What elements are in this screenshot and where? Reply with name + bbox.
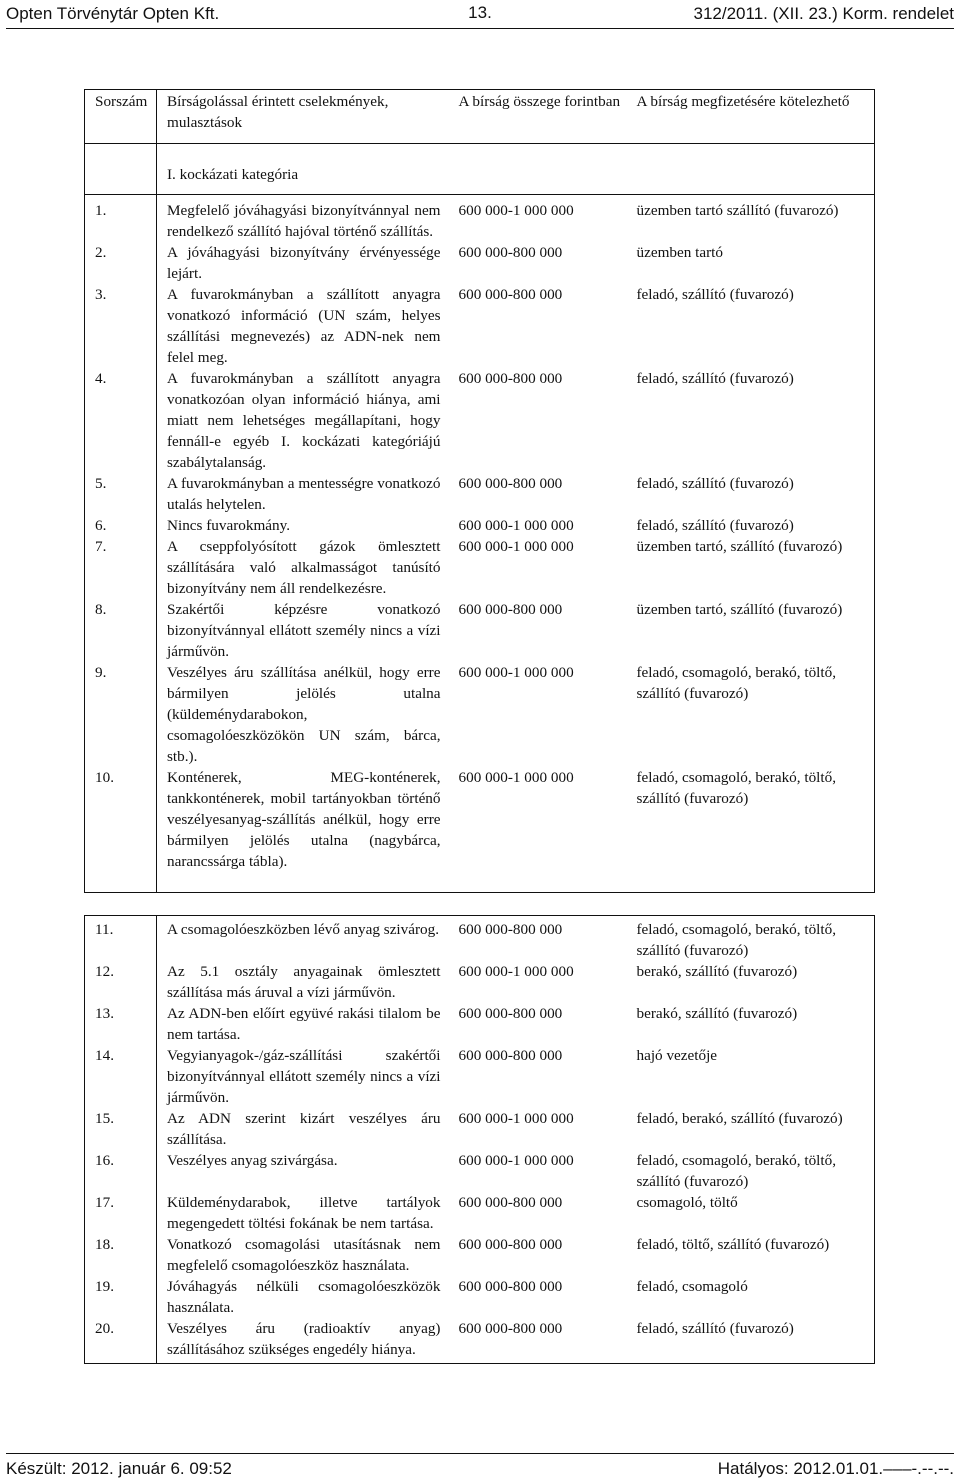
row-amount: 600 000-1 000 000 bbox=[458, 1110, 574, 1127]
row-liable: feladó, szállító (fuvarozó) bbox=[636, 370, 794, 387]
row-amount: 600 000-800 000 bbox=[458, 244, 563, 261]
row-description: Nincs fuvarokmány. bbox=[167, 517, 291, 534]
page-footer bbox=[6, 1453, 954, 1484]
row-description: Veszélyes anyag szivárgása. bbox=[167, 1152, 338, 1169]
row-amount: 600 000-1 000 000 bbox=[458, 769, 574, 786]
page-number: 13. bbox=[468, 3, 492, 22]
row-number: 12. bbox=[85, 961, 157, 1003]
row-liable: feladó, berakó, szállító (fuvarozó) bbox=[636, 1110, 843, 1127]
row-description: Küldeménydarabok, illetve tartályok megengedett töltési fokának be nem tartása. bbox=[167, 1194, 441, 1232]
row-number: 11. bbox=[85, 916, 157, 962]
row-liable: feladó, töltő, szállító (fuvarozó) bbox=[636, 1236, 830, 1253]
row-amount: 600 000-800 000 bbox=[458, 475, 563, 492]
row-description: Vonatkozó csomagolási utasításnak nem megfelelő csomagolóeszköz használata. bbox=[167, 1236, 441, 1274]
effective-date: Hatályos: 2012.01.01.–––-.--.--. bbox=[717, 1459, 954, 1478]
column-header-description: Bírságolással érintett cselekmények, mulasztások bbox=[157, 90, 445, 144]
row-description: Szakértői képzésre vonatkozó bizonyítvánnyal ellátott személy nincs a vízi járművön. bbox=[167, 601, 441, 660]
row-liable: csomagoló, töltő bbox=[636, 1194, 738, 1211]
row-number: 4. bbox=[85, 368, 157, 473]
column-header-liable: A bírság megfizetésére kötelezhető bbox=[625, 90, 875, 144]
row-description: Konténerek, MEG-konténerek, tankkonténerek, mobil tartányokban történő veszélyesanyag-szállítás anélkül, hogy erre bármilyen jelölés utalna (nagybárca, narancssárga tábla). bbox=[167, 769, 441, 870]
fines-table-part-2 bbox=[84, 915, 875, 1364]
row-amount: 600 000-800 000 bbox=[458, 1047, 563, 1064]
row-amount: 600 000-800 000 bbox=[458, 286, 563, 303]
row-number: 8. bbox=[85, 599, 157, 662]
row-amount: 600 000-800 000 bbox=[458, 1194, 563, 1211]
row-amount: 600 000-800 000 bbox=[458, 1236, 563, 1253]
row-description: Veszélyes áru (radioaktív anyag) szállításához szükséges engedély hiánya. bbox=[167, 1320, 441, 1358]
row-amount: 600 000-800 000 bbox=[458, 1320, 563, 1337]
category-label: I. kockázati kategória bbox=[157, 144, 875, 195]
row-number: 9. bbox=[85, 662, 157, 767]
row-number: 5. bbox=[85, 473, 157, 515]
row-description: A fuvarokmányban a szállított anyagra vonatkozóan olyan információ hiánya, ami miatt nem lehetséges megállapítani, hogy fennáll-e egyéb I. kockázati kategóriájú szabálytalanság. bbox=[167, 370, 441, 471]
column-header-amount: A bírság összege forintban bbox=[445, 90, 625, 144]
row-number: 17. bbox=[85, 1192, 157, 1234]
row-amount: 600 000-1 000 000 bbox=[458, 517, 574, 534]
table-row bbox=[85, 1192, 875, 1234]
row-liable: feladó, csomagoló, berakó, töltő, szállító (fuvarozó) bbox=[636, 921, 836, 959]
row-amount: 600 000-800 000 bbox=[458, 370, 563, 387]
row-liable: feladó, csomagoló, berakó, töltő, szállító (fuvarozó) bbox=[636, 769, 836, 807]
row-amount: 600 000-800 000 bbox=[458, 921, 563, 938]
row-amount: 600 000-1 000 000 bbox=[458, 963, 574, 980]
row-number: 18. bbox=[85, 1234, 157, 1276]
row-description: A jóváhagyási bizonyítvány érvényessége lejárt. bbox=[167, 244, 441, 282]
table-row bbox=[85, 1003, 875, 1045]
table-row bbox=[85, 284, 875, 368]
table-row bbox=[85, 916, 875, 962]
row-description: Az 5.1 osztály anyagainak ömlesztett szállítása más áruval a vízi járművön. bbox=[167, 963, 441, 1001]
table-row bbox=[85, 368, 875, 473]
row-description: Az ADN szerint kizárt veszélyes áru szállítása. bbox=[167, 1110, 441, 1148]
row-liable: feladó, szállító (fuvarozó) bbox=[636, 1320, 794, 1337]
table-row bbox=[85, 1276, 875, 1318]
category-row bbox=[85, 144, 875, 195]
row-liable: feladó, csomagoló, berakó, töltő, szállító (fuvarozó) bbox=[636, 664, 836, 702]
table-row bbox=[85, 1045, 875, 1108]
publisher-name: Opten Törvénytár Opten Kft. bbox=[6, 4, 220, 23]
row-liable: feladó, csomagoló bbox=[636, 1278, 748, 1295]
row-number: 20. bbox=[85, 1318, 157, 1364]
row-amount: 600 000-800 000 bbox=[458, 1005, 563, 1022]
row-amount: 600 000-800 000 bbox=[458, 1278, 563, 1295]
row-description: A fuvarokmányban a mentességre vonatkozó utalás helytelen. bbox=[167, 475, 441, 513]
row-liable: feladó, szállító (fuvarozó) bbox=[636, 517, 794, 534]
row-amount: 600 000-1 000 000 bbox=[458, 538, 574, 555]
row-description: Megfelelő jóváhagyási bizonyítvánnyal nem rendelkező szállító hajóval történő szállítás. bbox=[167, 202, 441, 240]
row-number: 15. bbox=[85, 1108, 157, 1150]
created-date: Készült: 2012. január 6. 09:52 bbox=[6, 1459, 232, 1478]
table-row bbox=[85, 515, 875, 536]
table-row bbox=[85, 1150, 875, 1192]
table-header-row bbox=[85, 90, 875, 144]
table-row bbox=[85, 1234, 875, 1276]
row-liable: berakó, szállító (fuvarozó) bbox=[636, 963, 798, 980]
row-liable: berakó, szállító (fuvarozó) bbox=[636, 1005, 798, 1022]
table-row bbox=[85, 1318, 875, 1364]
table-row bbox=[85, 767, 875, 893]
row-description: Az ADN-ben előírt együvé rakási tilalom be nem tartása. bbox=[167, 1005, 441, 1043]
row-number: 13. bbox=[85, 1003, 157, 1045]
row-liable: üzemben tartó, szállító (fuvarozó) bbox=[636, 601, 843, 618]
table-row bbox=[85, 1108, 875, 1150]
table-row bbox=[85, 961, 875, 1003]
row-amount: 600 000-800 000 bbox=[458, 601, 563, 618]
row-number: 10. bbox=[85, 767, 157, 893]
table-row bbox=[85, 473, 875, 515]
row-liable: feladó, szállító (fuvarozó) bbox=[636, 475, 794, 492]
row-amount: 600 000-1 000 000 bbox=[458, 1152, 574, 1169]
row-number: 2. bbox=[85, 242, 157, 284]
row-number: 1. bbox=[85, 195, 157, 243]
row-number: 7. bbox=[85, 536, 157, 599]
table-row bbox=[85, 599, 875, 662]
row-description: A cseppfolyósított gázok ömlesztett szállítására való alkalmasságot tanúsító bizonyítvány nem áll rendelkezésre. bbox=[167, 538, 441, 597]
row-description: A fuvarokmányban a szállított anyagra vonatkozó információ (UN szám, helyes szállítási megnevezés) az ADN-nek nem felel meg. bbox=[167, 286, 441, 366]
row-description: Vegyianyagok-/gáz-szállítási szakértői bizonyítvánnyal ellátott személy nincs a vízi járművön. bbox=[167, 1047, 441, 1106]
row-amount: 600 000-1 000 000 bbox=[458, 664, 574, 681]
table-row bbox=[85, 662, 875, 767]
table-row bbox=[85, 195, 875, 243]
row-liable: üzemben tartó, szállító (fuvarozó) bbox=[636, 538, 843, 555]
row-liable: üzemben tartó szállító (fuvarozó) bbox=[636, 202, 839, 219]
row-number: 14. bbox=[85, 1045, 157, 1108]
table-row bbox=[85, 536, 875, 599]
row-amount: 600 000-1 000 000 bbox=[458, 202, 574, 219]
row-number: 19. bbox=[85, 1276, 157, 1318]
row-description: A csomagolóeszközben lévő anyag szivárog. bbox=[167, 921, 440, 938]
row-liable: feladó, szállító (fuvarozó) bbox=[636, 286, 794, 303]
fines-table-part-1 bbox=[84, 89, 875, 893]
row-number: 3. bbox=[85, 284, 157, 368]
document-title: 312/2011. (XII. 23.) Korm. rendelet bbox=[693, 4, 954, 23]
row-liable: üzemben tartó bbox=[636, 244, 723, 261]
row-number: 16. bbox=[85, 1150, 157, 1192]
row-number: 6. bbox=[85, 515, 157, 536]
row-description: Jóváhagyás nélküli csomagolóeszközök használata. bbox=[167, 1278, 441, 1316]
table-row bbox=[85, 242, 875, 284]
row-liable: hajó vezetője bbox=[636, 1047, 718, 1064]
row-liable: feladó, csomagoló, berakó, töltő, szállító (fuvarozó) bbox=[636, 1152, 836, 1190]
column-header-number: Sorszám bbox=[85, 90, 157, 144]
page-header bbox=[6, 0, 954, 29]
row-description: Veszélyes áru szállítása anélkül, hogy erre bármilyen jelölés utalna (küldeménydarabokon, csomagolóeszközökön UN szám, bárca, stb.). bbox=[167, 664, 441, 765]
